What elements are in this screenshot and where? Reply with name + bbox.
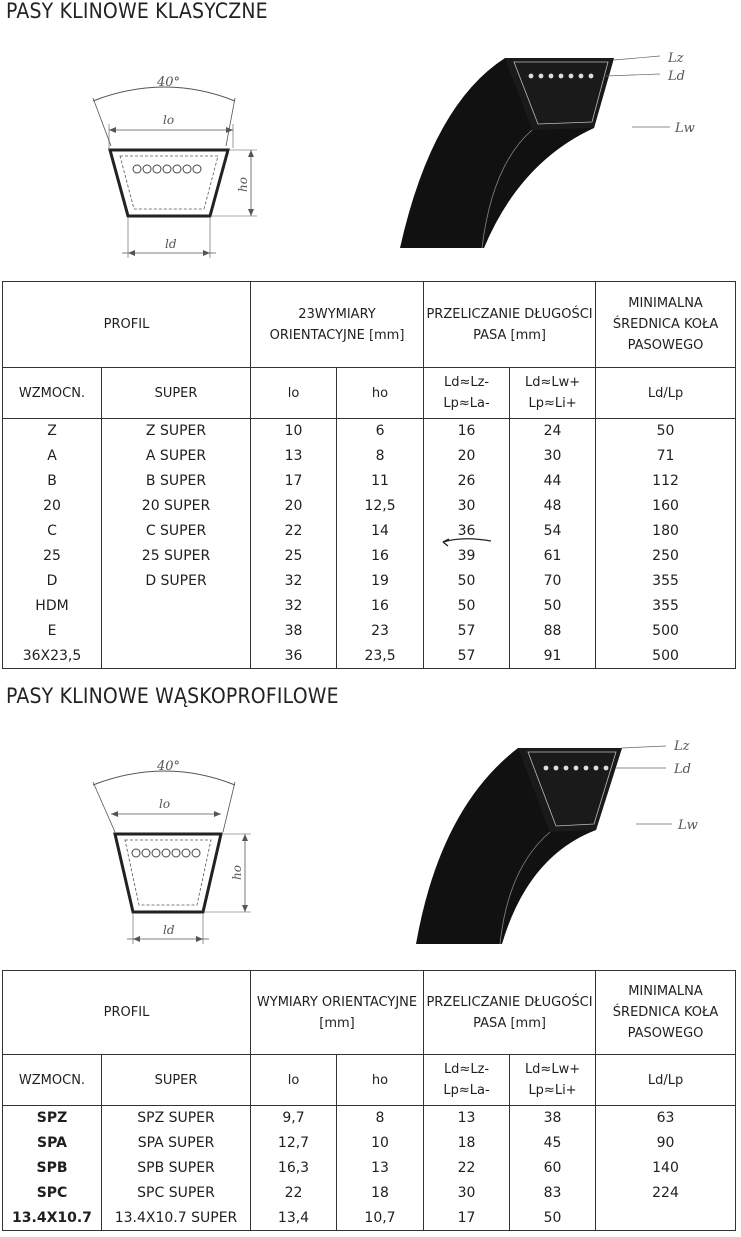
cell-wzmocn: C (3, 519, 102, 544)
cell-ho: 10,7 (337, 1206, 424, 1231)
cell-lo: 22 (251, 1181, 337, 1206)
header-minimalna: MINIMALNA ŚREDNICA KOŁA PASOWEGO (596, 282, 736, 368)
belt-cross-section-diagram (85, 68, 275, 263)
table-row (3, 1106, 736, 1131)
cell-lz: 22 (424, 1156, 510, 1181)
table-row (3, 419, 736, 444)
cell-lz: 57 (424, 644, 510, 669)
cell-min: 180 (596, 519, 736, 544)
cell-lw: 48 (510, 494, 596, 519)
cell-lo: 10 (251, 419, 337, 444)
cell-wzmocn: SPB (3, 1156, 102, 1181)
top-width-label: lo (163, 113, 175, 127)
datum-width-label: ld (163, 923, 175, 937)
cell-min: 500 (596, 619, 736, 644)
cell-super: C SUPER (102, 519, 251, 544)
header-wymiary: 23WYMIARY ORIENTACYJNE [mm] (251, 282, 424, 368)
cell-min: 90 (596, 1131, 736, 1156)
belt-curve-diagram-narrow (410, 738, 725, 948)
cell-min (596, 1206, 736, 1231)
cell-ho: 23,5 (337, 644, 424, 669)
cell-ho: 12,5 (337, 494, 424, 519)
cell-super (102, 594, 251, 619)
cell-ho: 11 (337, 469, 424, 494)
cell-super: SPZ SUPER (102, 1106, 251, 1131)
table-row (3, 1206, 736, 1231)
header-minimalna: MINIMALNA ŚREDNICA KOŁA PASOWEGO (596, 971, 736, 1055)
cell-wzmocn: Z (3, 419, 102, 444)
cell-lw: 88 (510, 619, 596, 644)
classic-table-body (3, 419, 736, 669)
cell-lo: 25 (251, 544, 337, 569)
section-title-narrow: PASY KLINOWE WĄSKOPROFILOWE (6, 684, 339, 708)
cell-lo: 22 (251, 519, 337, 544)
cell-lw: 44 (510, 469, 596, 494)
belt-cross-section-diagram-narrow (85, 752, 275, 947)
subheader-ld-lw: Ld≈Lw+ Lp≈Li+ (510, 1055, 596, 1106)
angle-label: 40° (157, 759, 181, 774)
height-label: ho (236, 177, 250, 192)
cell-min: 50 (596, 419, 736, 444)
table-row (3, 494, 736, 519)
cell-lw: 54 (510, 519, 596, 544)
cell-ho: 8 (337, 444, 424, 469)
cell-wzmocn: 20 (3, 494, 102, 519)
subheader-super: SUPER (102, 368, 251, 419)
cell-ho: 18 (337, 1181, 424, 1206)
top-width-label: lo (159, 797, 171, 811)
angle-label: 40° (157, 75, 181, 90)
cell-min: 140 (596, 1156, 736, 1181)
cell-lz: 30 (424, 1181, 510, 1206)
table-row (3, 594, 736, 619)
cell-lo: 16,3 (251, 1156, 337, 1181)
cell-ho: 6 (337, 419, 424, 444)
cell-min: 355 (596, 569, 736, 594)
cell-lw: 50 (510, 1206, 596, 1231)
subheader-lo: lo (251, 1055, 337, 1106)
header-przeliczanie: PRZELICZANIE DŁUGOŚCI PASA [mm] (424, 282, 596, 368)
cell-lw: 24 (510, 419, 596, 444)
table-row (3, 569, 736, 594)
subheader-ld-lz: Ld≈Lz- Lp≈La- (424, 368, 510, 419)
belt-label-ld: Ld (674, 762, 691, 777)
belt-label-lw: Lw (675, 121, 695, 136)
cell-lo: 32 (251, 594, 337, 619)
cell-lw: 50 (510, 594, 596, 619)
belt-label-lz: Lz (674, 739, 690, 754)
cell-ho: 13 (337, 1156, 424, 1181)
cell-lz: 50 (424, 594, 510, 619)
cell-wzmocn: SPA (3, 1131, 102, 1156)
table-row (3, 1131, 736, 1156)
cell-super: 13.4X10.7 SUPER (102, 1206, 251, 1231)
cell-min: 224 (596, 1181, 736, 1206)
cell-ho: 16 (337, 594, 424, 619)
cell-wzmocn: 25 (3, 544, 102, 569)
cell-min: 63 (596, 1106, 736, 1131)
cell-lw: 83 (510, 1181, 596, 1206)
cell-lo: 20 (251, 494, 337, 519)
cell-super: A SUPER (102, 444, 251, 469)
cell-lw: 38 (510, 1106, 596, 1131)
cell-lz: 30 (424, 494, 510, 519)
cell-ho: 8 (337, 1106, 424, 1131)
cell-super: B SUPER (102, 469, 251, 494)
cell-lo: 12,7 (251, 1131, 337, 1156)
cell-min: 500 (596, 644, 736, 669)
cell-super: SPA SUPER (102, 1131, 251, 1156)
cell-super: Z SUPER (102, 419, 251, 444)
cell-lw: 91 (510, 644, 596, 669)
subheader-ld-lp: Ld/Lp (596, 1055, 736, 1106)
cell-wzmocn: B (3, 469, 102, 494)
belt-label-lw: Lw (678, 818, 698, 833)
cell-wzmocn: 36X23,5 (3, 644, 102, 669)
subheader-ld-lw: Ld≈Lw+ Lp≈Li+ (510, 368, 596, 419)
cell-wzmocn: D (3, 569, 102, 594)
cell-min: 355 (596, 594, 736, 619)
cell-lz: 17 (424, 1206, 510, 1231)
datum-width-label: ld (165, 237, 177, 251)
height-label: ho (230, 865, 244, 880)
table-row (3, 469, 736, 494)
cell-super (102, 619, 251, 644)
table-row (3, 1181, 736, 1206)
table-row (3, 1156, 736, 1181)
cell-lz: 39 (424, 544, 510, 569)
cell-lo: 13,4 (251, 1206, 337, 1231)
cell-lz: 18 (424, 1131, 510, 1156)
table-row (3, 519, 736, 544)
cell-lw: 61 (510, 544, 596, 569)
cell-lo: 9,7 (251, 1106, 337, 1131)
belt-curve-diagram (392, 50, 712, 255)
cell-ho: 10 (337, 1131, 424, 1156)
cell-lo: 38 (251, 619, 337, 644)
table-row (3, 444, 736, 469)
cell-ho: 16 (337, 544, 424, 569)
cell-super: SPC SUPER (102, 1181, 251, 1206)
narrow-table-body (3, 1106, 736, 1231)
subheader-ld-lp: Ld/Lp (596, 368, 736, 419)
cell-min: 250 (596, 544, 736, 569)
cell-super: D SUPER (102, 569, 251, 594)
classic-belts-table (2, 281, 736, 669)
cell-super: SPB SUPER (102, 1156, 251, 1181)
cell-wzmocn: A (3, 444, 102, 469)
subheader-ho: ho (337, 368, 424, 419)
belt-label-lz: Lz (668, 51, 684, 66)
cell-lz: 16 (424, 419, 510, 444)
cell-lz: 50 (424, 569, 510, 594)
cell-min: 112 (596, 469, 736, 494)
subheader-wzmocn: WZMOCN. (3, 368, 102, 419)
cell-lo: 17 (251, 469, 337, 494)
subheader-wzmocn: WZMOCN. (3, 1055, 102, 1106)
header-profil: PROFIL (3, 971, 251, 1055)
table-row (3, 544, 736, 569)
cell-min: 71 (596, 444, 736, 469)
cell-min: 160 (596, 494, 736, 519)
cell-ho: 14 (337, 519, 424, 544)
cell-lz: 36 (424, 519, 510, 544)
cell-lz: 26 (424, 469, 510, 494)
cell-lo: 32 (251, 569, 337, 594)
cell-super (102, 644, 251, 669)
cell-ho: 23 (337, 619, 424, 644)
cell-lo: 13 (251, 444, 337, 469)
cell-lw: 60 (510, 1156, 596, 1181)
cell-wzmocn: SPC (3, 1181, 102, 1206)
cell-lz: 13 (424, 1106, 510, 1131)
cell-lw: 45 (510, 1131, 596, 1156)
cell-wzmocn: HDM (3, 594, 102, 619)
cell-lz: 20 (424, 444, 510, 469)
table-row (3, 619, 736, 644)
cell-ho: 19 (337, 569, 424, 594)
table-row (3, 644, 736, 669)
section-title-classic: PASY KLINOWE KLASYCZNE (6, 0, 268, 23)
subheader-super: SUPER (102, 1055, 251, 1106)
cell-wzmocn: E (3, 619, 102, 644)
header-przeliczanie: PRZELICZANIE DŁUGOŚCI PASA [mm] (424, 971, 596, 1055)
cell-lo: 36 (251, 644, 337, 669)
header-profil: PROFIL (3, 282, 251, 368)
cell-lw: 30 (510, 444, 596, 469)
cell-super: 20 SUPER (102, 494, 251, 519)
cell-super: 25 SUPER (102, 544, 251, 569)
subheader-ho: ho (337, 1055, 424, 1106)
pen-mark-arrow (437, 534, 497, 550)
cell-wzmocn: SPZ (3, 1106, 102, 1131)
subheader-lo: lo (251, 368, 337, 419)
narrow-belts-table (2, 970, 736, 1231)
cell-lw: 70 (510, 569, 596, 594)
cell-wzmocn: 13.4X10.7 (3, 1206, 102, 1231)
header-wymiary: WYMIARY ORIENTACYJNE [mm] (251, 971, 424, 1055)
cell-lz: 57 (424, 619, 510, 644)
subheader-ld-lz: Ld≈Lz- Lp≈La- (424, 1055, 510, 1106)
belt-label-ld: Ld (668, 69, 685, 84)
